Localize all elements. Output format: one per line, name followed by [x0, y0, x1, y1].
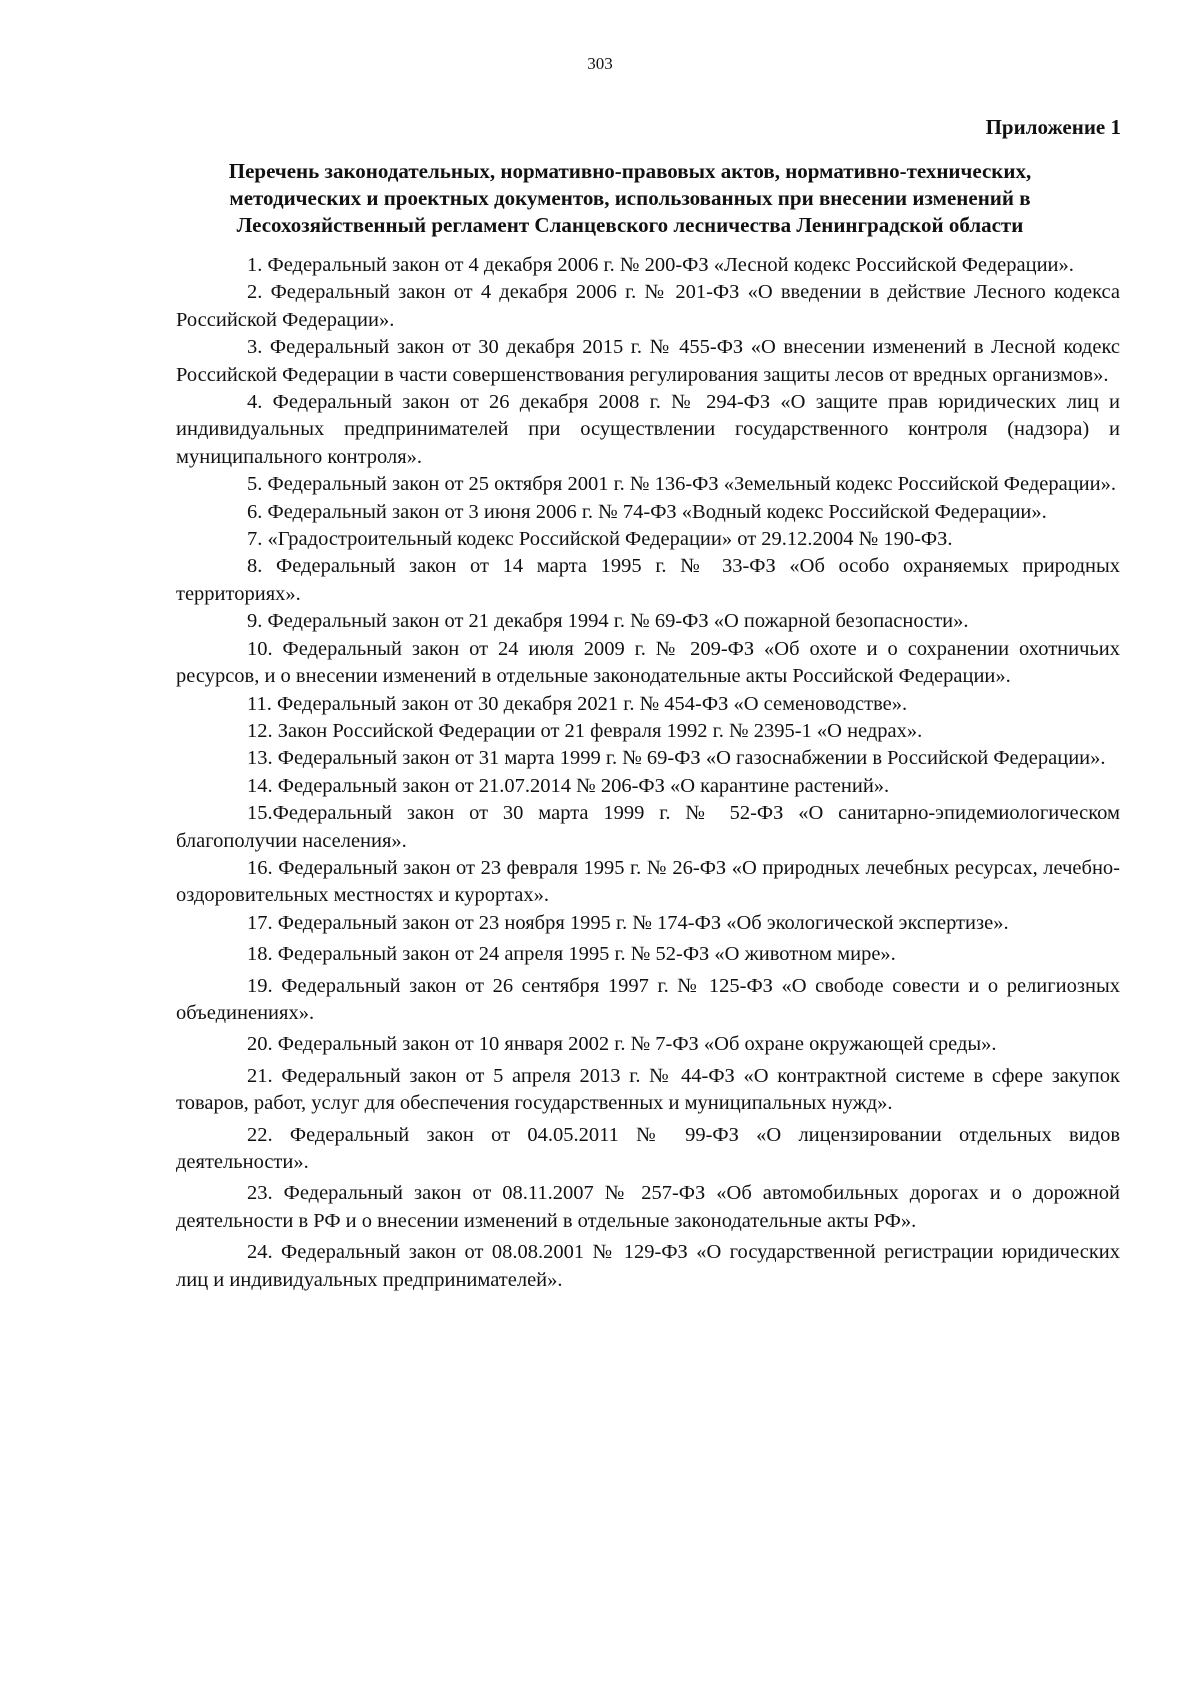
list-item: 11. Федеральный закон от 30 декабря 2021 г. № 454-ФЗ «О семеноводстве». [247, 692, 908, 715]
title-line: методических и проектных документов, использованных при внесении изменений в [229, 186, 1031, 210]
title-line: Лесохозяйственный регламент Сланцевского лесничества Ленинградской области [236, 213, 1024, 237]
list-item: 15.Федеральный закон от 30 марта 1999 г. № 52-ФЗ «О санитарно-эпидемиологическом благополучии населения». [176, 802, 1120, 852]
list-item: 8. Федеральный закон от 14 марта 1995 г. № 33-ФЗ «Об особо охраняемых природных территориях». [176, 555, 1120, 605]
list-item: 22. Федеральный закон от 04.05.2011 № 99-ФЗ «О лицензировании отдельных видов деятельности». [176, 1123, 1120, 1173]
list-item: 12. Закон Российской Федерации от 21 февраля 1992 г. № 2395-1 «О недрах». [247, 719, 923, 742]
list-item: 18. Федеральный закон от 24 апреля 1995 г. № 52-ФЗ «О животном мире». [247, 943, 896, 966]
list-item: 23. Федеральный закон от 08.11.2007 № 257-ФЗ «Об автомобильных дорогах и о дорожной деятельности в РФ и о внесении изменений в отдельные законодательные акты РФ». [176, 1182, 1120, 1232]
list-item: 5. Федеральный закон от 25 октября 2001 г. № 136-ФЗ «Земельный кодекс Российской Федерации». [247, 473, 1116, 496]
list-item: 20. Федеральный закон от 10 января 2002 г. № 7-ФЗ «Об охране окружающей среды». [247, 1033, 997, 1056]
list-item: 24. Федеральный закон от 08.08.2001 № 129-ФЗ «О государственной регистрации юридических лиц и индивидуальных предпринимателей». [176, 1241, 1120, 1291]
list-item: 17. Федеральный закон от 23 ноября 1995 г. № 174-ФЗ «Об экологической экспертизе». [247, 911, 1009, 934]
list-item: 2. Федеральный закон от 4 декабря 2006 г. № 201-ФЗ «О введении в действие Лесного кодекса Российской Федерации». [176, 281, 1120, 331]
page-number: 303 [587, 54, 613, 73]
list-item: 10. Федеральный закон от 24 июля 2009 г. № 209-ФЗ «Об охоте и о сохранении охотничьих ресурсов, и о внесении изменений в отдельные законодательные акты Российской Федерации». [176, 637, 1120, 688]
list-item: 13. Федеральный закон от 31 марта 1999 г. № 69-ФЗ «О газоснабжении в Российской Федерации». [247, 747, 1106, 770]
list-item: 9. Федеральный закон от 21 декабря 1994 г. № 69-ФЗ «О пожарной безопасности». [247, 610, 969, 633]
list-item: 6. Федеральный закон от 3 июня 2006 г. № 74-ФЗ «Водный кодекс Российской Федерации». [247, 500, 1047, 523]
document-title [150, 158, 1110, 239]
list-item: 19. Федеральный закон от 26 сентября 1997 г. № 125-ФЗ «О свободе совести и о религиозных объединениях». [176, 974, 1120, 1024]
title-line: Перечень законодательных, нормативно-правовых актов, нормативно-технических, [228, 159, 1032, 183]
list-item: 14. Федеральный закон от 21.07.2014 № 206-ФЗ «О карантине растений». [247, 774, 890, 797]
list-item: 7. «Градостроительный кодекс Российской Федерации» от 29.12.2004 № 190-ФЗ. [247, 528, 953, 551]
documents-list [176, 252, 1120, 1294]
list-item: 3. Федеральный закон от 30 декабря 2015 г. № 455-ФЗ «О внесении изменений в Лесной кодекс Российской Федерации в части совершенствования регулирования защиты лесов от вредных организмов». [176, 336, 1120, 386]
list-item: 16. Федеральный закон от 23 февраля 1995 г. № 26-ФЗ «О природных лечебных ресурсах, лечебно-оздоровительных местностях и курортах». [176, 856, 1120, 907]
appendix-label: Приложение 1 [985, 115, 1121, 139]
list-item: 21. Федеральный закон от 5 апреля 2013 г. № 44-ФЗ «О контрактной системе в сфере закупок товаров, работ, услуг для обеспечения государственных и муниципальных нужд». [176, 1064, 1120, 1115]
list-item: 1. Федеральный закон от 4 декабря 2006 г. № 200-ФЗ «Лесной кодекс Российской Федерации». [247, 254, 1074, 276]
list-item: 4. Федеральный закон от 26 декабря 2008 г. № 294-ФЗ «О защите прав юридических лиц и индивидуальных предпринимателей при осуществлении государственного контроля (надзора) и муниципального контроля». [176, 391, 1120, 468]
